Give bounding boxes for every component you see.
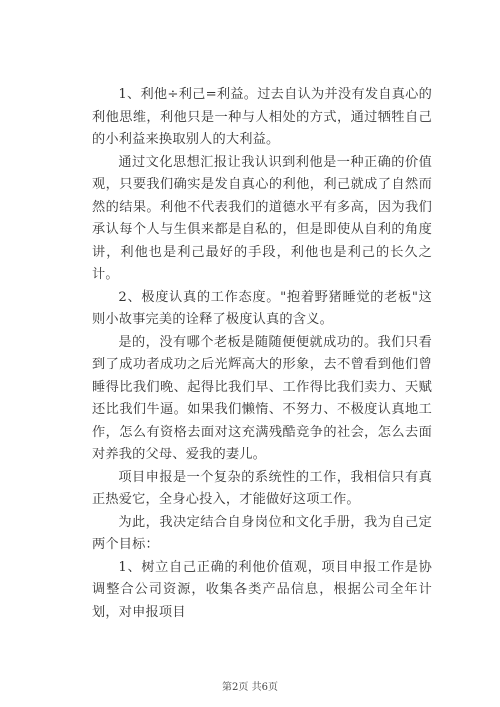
paragraph-work-attitude: 2、极度认真的工作态度。"抱着野猪睡觉的老板"这则小故事完美的诠释了极度认真的含义。 [92,289,432,327]
paragraph-boss-success: 是的，没有哪个老板是随随便便就成功的。我们只看到了成功者成功之后光辉高大的形象，去不曾看到他们曾睡得比我们晚、起得比我们早、工作得比我们卖力、天赋还比我们牛逼。如果我们懒惰、不努力、不极度认真地工作，怎么有资格去面对这充满残酷竞争的社会，怎么去面对养我的父母、爱我的妻儿。 [92,334,432,462]
paragraph-project-application: 项目申报是一个复杂的系统性的工作，我相信只有真正热爱它，全身心投入，才能做好这项工作。 [92,469,432,507]
paragraph-goals-intro: 为此，我决定结合自身岗位和文化手册，我为自己定两个目标： [92,514,432,552]
paragraph-goal-one: 1、树立自己正确的利他价值观，项目申报工作是协调整合公司资源，收集各类产品信息，根据公司全年计划，对申报项目 [92,559,432,620]
paragraph-altruism-formula: 1、利他÷利己=利益。过去自认为并没有发自真心的利他思维，利他只是一种与人相处的方式，通过牺牲自己的小利益来换取别人的大利益。 [92,87,432,147]
document-body [92,84,432,624]
paragraph-altruism-values: 通过文化思想汇报让我认识到利他是一种正确的价值观，只要我们确实是发自真心的利他，利己就成了自然而然的结果。利他不代表我们的道德水平有多高，因为我们承认每个人与生俱来都是自私的，但是即使从自利的角度讲，利他也是利己最好的手段，利他也是利己的长久之计。 [92,154,432,282]
page-number-footer: 第2页 共6页 [222,682,278,693]
